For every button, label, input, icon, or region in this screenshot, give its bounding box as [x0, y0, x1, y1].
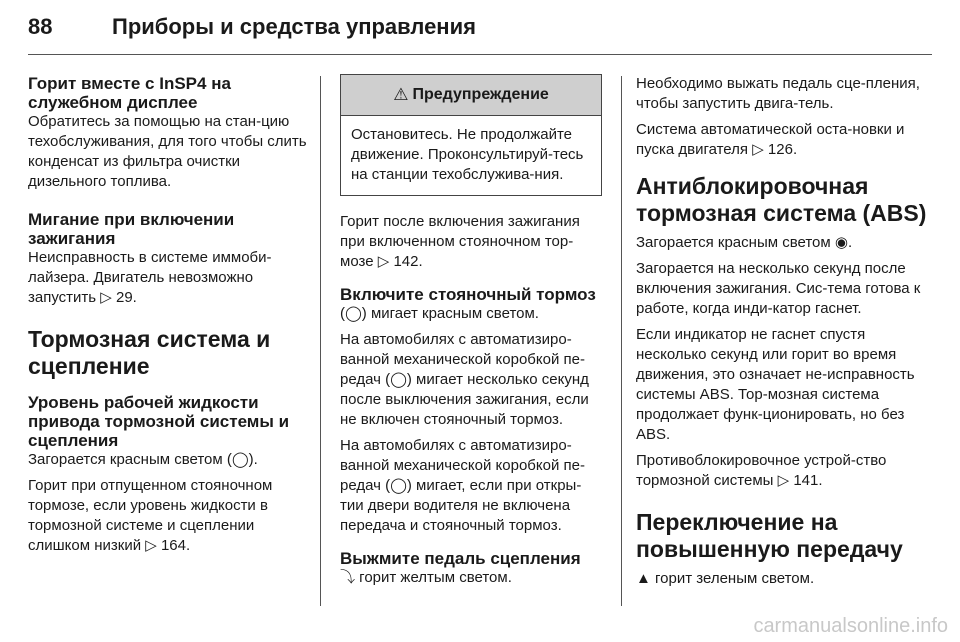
abs-icon: ◉: [834, 234, 848, 251]
column-left: [28, 74, 308, 556]
column-middle: [340, 74, 602, 588]
brake-warning-icon: (◯): [385, 477, 412, 494]
paragraph: На автомобилях с автоматизиро-ванной механической коробкой пе-редач (◯) мигает, если при откры-тии двери водителя не включена передача и стояночный тормоз.: [340, 437, 585, 534]
column-divider: [621, 76, 622, 606]
warning-text: Остановитесь. Не продолжайте движение. Проконсультируй-тесь на станции техобслужива-ния.: [351, 126, 584, 183]
ref-arrow-icon: ▷: [752, 141, 764, 158]
page-reference[interactable]: 142.: [393, 253, 423, 270]
page-header: [28, 12, 932, 55]
paragraph: Загорается красным светом ◉.: [636, 234, 853, 251]
warning-title: Предупреждение: [412, 86, 549, 103]
brake-warning-icon: (◯): [385, 371, 412, 388]
section-heading: Уровень рабочей жидкости привода тормозной системы и сцепления: [28, 393, 290, 450]
page-reference[interactable]: 126.: [767, 141, 798, 158]
paragraph: Необходимо выжать педаль сце-пления, чтобы запустить двига-тель.: [636, 75, 920, 112]
clutch-pedal-icon: ⤵: [340, 569, 356, 586]
section-heading: Горит вместе с InSP4 на служебном дисплее: [28, 74, 231, 112]
paragraph: ⤵ горит желтым светом.: [340, 569, 512, 586]
paragraph: (◯) мигает красным светом.: [340, 305, 539, 322]
brake-warning-icon: (◯): [226, 451, 254, 468]
paragraph: Обратитесь за помощью на стан-цию техобслуживания, для того чтобы слить конденсат из фильтра очистки дизельного топлива.: [28, 113, 307, 190]
paragraph: Неисправность в системе иммоби-лайзера. Двигатель невозможно запустить ▷ 29.: [28, 249, 272, 306]
paragraph: Противоблокировочное устрой-ство тормозной системы ▷ 141.: [636, 452, 887, 489]
warning-triangle-icon: ⚠: [393, 85, 409, 104]
paragraph: На автомобилях с автоматизиро-ванной механической коробкой пе-редач (◯) мигает несколько секунд после выключения зажигания, если не включен стояночный тормоз.: [340, 331, 589, 428]
watermark: carmanualsonline.info: [753, 615, 948, 637]
paragraph: Горит при отпущенном стояночном тормозе, если уровень жидкости в тормозной системе и сцеплении слишком низкий ▷ 164.: [28, 477, 273, 554]
section-heading: Мигание при включении зажигания: [28, 210, 235, 248]
shift-up-icon: ▲: [636, 570, 651, 587]
paragraph: Если индикатор не гаснет спустя несколько секунд или горит во время движения, это означает не-исправность системы ABS. Тор-мозная система продолжает функ-ционировать, но без ABS.: [636, 326, 915, 443]
page-reference[interactable]: 29.: [116, 289, 137, 306]
ref-arrow-icon: ▷: [145, 537, 157, 554]
paragraph: ▲ горит зеленым светом.: [636, 570, 815, 587]
paragraph: Горит после включения зажигания при включенном стояночном тор-мозе ▷ 142.: [340, 213, 580, 270]
ref-arrow-icon: ▷: [100, 289, 112, 306]
page-reference[interactable]: 164.: [160, 537, 191, 554]
paragraph: Загорается на несколько секунд после включения зажигания. Сис-тема готова к работе, когда инди-катор гаснет.: [636, 260, 921, 317]
section-heading: Антиблокировочная тормозная система (ABS): [636, 173, 927, 226]
running-title: Приборы и средства управления: [112, 14, 476, 39]
section-heading: Переключение на повышенную передачу: [636, 509, 903, 562]
paragraph: Загорается красным светом (◯).: [28, 451, 258, 468]
warning-header: [341, 75, 601, 116]
section-heading: Включите стояночный тормоз: [340, 285, 596, 304]
column-divider: [320, 76, 321, 606]
page-reference[interactable]: 141.: [793, 472, 823, 489]
ref-arrow-icon: ▷: [777, 472, 790, 489]
section-heading: Выжмите педаль сцепления: [340, 549, 581, 568]
section-heading: Тормозная система и сцепление: [28, 326, 271, 379]
column-right: [636, 74, 932, 589]
page-number: 88: [28, 14, 53, 39]
brake-warning-icon: (◯): [340, 305, 367, 322]
warning-box: [340, 74, 602, 196]
ref-arrow-icon: ▷: [377, 253, 390, 270]
paragraph: Система автоматической оста-новки и пуска двигателя ▷ 126.: [636, 121, 905, 158]
